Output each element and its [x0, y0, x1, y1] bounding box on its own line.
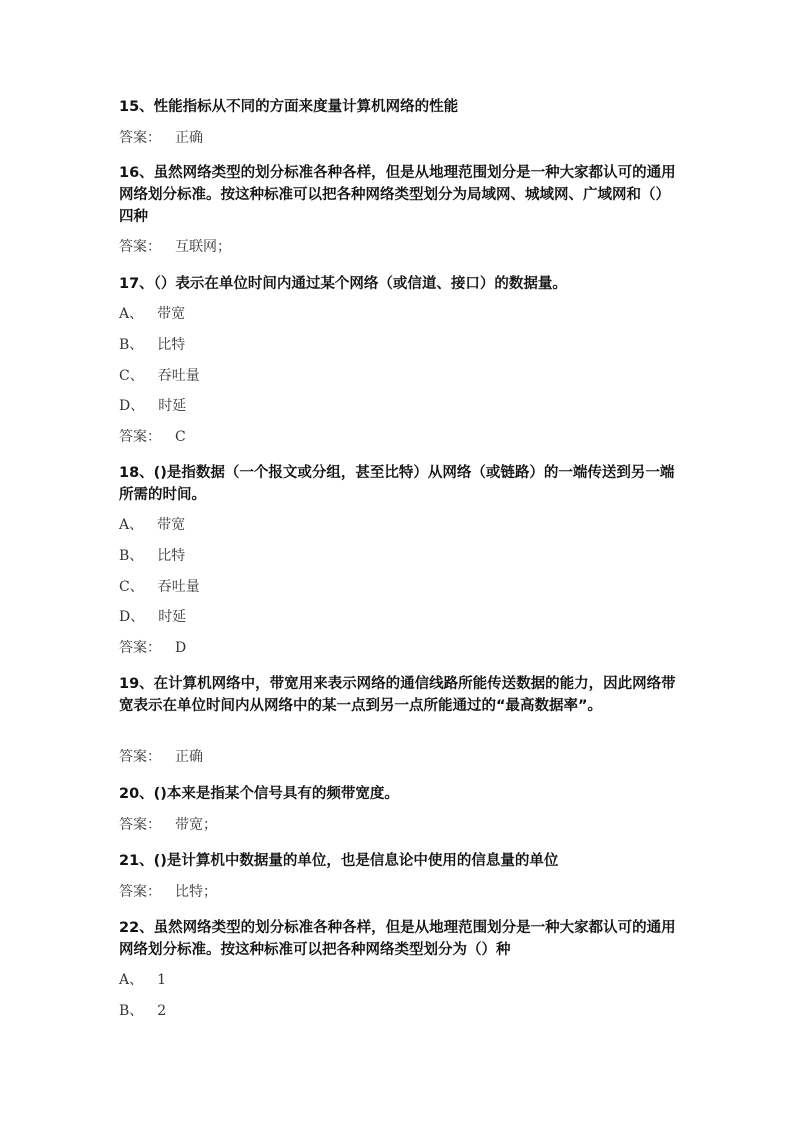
question-17-option-b [119, 335, 185, 355]
answer-value: C [175, 429, 186, 445]
answer-label: 答案： [119, 884, 161, 900]
question-19-answer [119, 747, 203, 767]
option-key: A、 [119, 517, 144, 533]
option-text: 比特 [157, 337, 186, 353]
question-15-stem: 15、性能指标从不同的方面来度量计算机网络的性能 [119, 99, 459, 115]
option-text: 时延 [158, 398, 187, 414]
question-20-stem: 20、()本来是指某个信号具有的频带宽度。 [119, 786, 399, 802]
question-15-answer [119, 128, 203, 148]
question-18-answer [119, 638, 186, 658]
answer-label: 答案： [119, 239, 161, 255]
question-18-option-a [119, 515, 185, 535]
option-text: 吞吐量 [157, 579, 200, 595]
question-19-stem: 19、在计算机网络中，带宽用来表示网络的通信线路所能传送数据的能力，因此网络带宽表示在单位时间内从网络中的某一点到另一点所能通过的“最高数据率”。 [119, 676, 676, 714]
option-key: D、 [119, 609, 145, 625]
question-17-option-d [119, 396, 186, 416]
answer-value: 正确 [175, 749, 203, 765]
answer-value: 互联网； [175, 239, 231, 255]
option-key: C、 [119, 368, 144, 384]
option-text: 比特 [157, 548, 186, 564]
question-18-option-b [119, 546, 185, 566]
option-text: 2 [157, 1003, 167, 1019]
option-key: A、 [119, 972, 144, 988]
question-20-answer [119, 815, 217, 835]
question-22-option-a [119, 970, 166, 990]
question-18-option-d [119, 607, 186, 627]
question-18-stem: 18、()是指数据（一个报文或分组，甚至比特）从网络（或链路）的一端传送到另一端所需的时间。 [119, 465, 675, 503]
option-text: 吞吐量 [157, 368, 200, 384]
question-18-option-c [119, 577, 200, 597]
answer-label: 答案： [119, 130, 161, 146]
question-22-option-b [119, 1001, 166, 1021]
answer-label: 答案： [119, 640, 161, 656]
answer-label: 答案： [119, 429, 161, 445]
question-16-stem: 16、虽然网络类型的划分标准各种各样，但是从地理范围划分是一种大家都认可的通用网络划分标准。按这种标准可以把各种网络类型划分为局域网、城域网、广域网和（）四种 [119, 165, 676, 225]
option-text: 带宽 [157, 306, 186, 322]
question-16-answer [119, 237, 231, 257]
question-22-stem: 22、虽然网络类型的划分标准各种各样，但是从地理范围划分是一种大家都认可的通用网络划分标准。按这种标准可以把各种网络类型划分为（）种 [119, 920, 676, 958]
question-17-stem: 17、（）表示在单位时间内通过某个网络（或信道、接口）的数据量。 [119, 276, 567, 292]
option-key: B、 [119, 1003, 144, 1019]
option-key: B、 [119, 548, 144, 564]
question-21-answer [119, 882, 217, 902]
option-key: C、 [119, 579, 144, 595]
option-text: 时延 [158, 609, 187, 625]
option-key: A、 [119, 306, 144, 322]
option-text: 1 [157, 972, 167, 988]
answer-value: 正确 [175, 130, 203, 146]
option-key: D、 [119, 398, 145, 414]
answer-value: 比特； [175, 884, 217, 900]
answer-label: 答案： [119, 817, 161, 833]
option-text: 带宽 [157, 517, 186, 533]
answer-label: 答案： [119, 749, 161, 765]
answer-value: 带宽； [175, 817, 217, 833]
option-key: B、 [119, 337, 144, 353]
question-17-answer [119, 427, 186, 447]
answer-value: D [175, 640, 187, 656]
question-21-stem: 21、()是计算机中数据量的单位，也是信息论中使用的信息量的单位 [119, 853, 559, 869]
question-17-option-a [119, 304, 185, 324]
question-17-option-c [119, 366, 200, 386]
